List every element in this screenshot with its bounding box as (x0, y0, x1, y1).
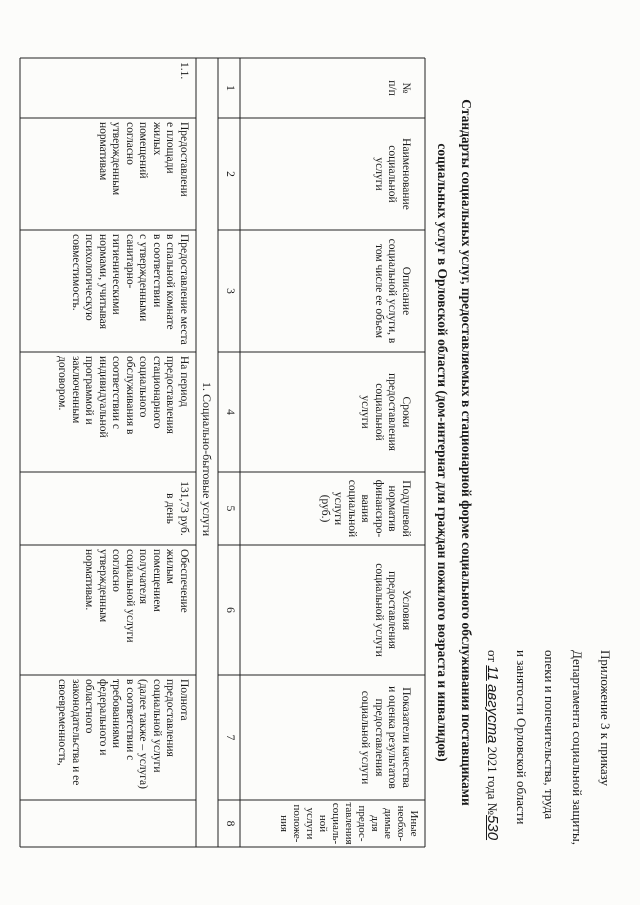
column-number-8: 8 (224, 820, 236, 827)
document-title-line-1: Стандарты социальных услуг, предоставляемых в стационарной форме социального обслуживания поставщиками (459, 99, 474, 806)
column-number-2: 2 (224, 171, 236, 177)
row-terms: На период предоставления стационарного социального обслуживания в соответствии с индивидуальной программой и заключенным договором. (56, 356, 190, 438)
appendix-line-1: Приложение 3 к приказу (598, 650, 613, 787)
row-conditions: Обеспечение жилым помещением получателя социальной услуги согласно утвержденным нормативам. (83, 549, 190, 643)
column-number-5: 5 (224, 505, 236, 512)
row-cost: 131,73 руб. в день (164, 481, 190, 536)
handwritten-day: 11 (484, 665, 501, 681)
row-description: Предоставление места в спальной комнате в соответствии с утвержденными санитарно- гигиеническими нормами, учитывая психологическую совместимость. (70, 234, 190, 345)
column-number-7: 7 (224, 734, 236, 741)
date-year: 2021 года № (485, 746, 500, 816)
header-description: Описание социальной услуги, в том числе ее объем (373, 238, 412, 344)
header-quality: Показатели качества и оценка результатов предоставления социальной услуги (359, 686, 412, 789)
appendix-line-2: Департамента социальной защиты, (570, 650, 585, 845)
appendix-line-3: опеки и попечительства, труда (542, 650, 557, 820)
row-service-name: Предоставлени е площади жилых помещений согласно утвержденным нормативам (97, 122, 190, 197)
header-terms: Сроки предоставления социальной услуги (359, 373, 412, 451)
row-number: 1.1. (178, 62, 190, 80)
column-number-3: 3 (224, 288, 236, 294)
header-number: № п/п (386, 80, 412, 96)
row-quality: Полнота предоставления социальной услуги (далее также – услуга) в соответствии с требованиями федерального и областного законодательства и ее своевременность, (56, 679, 190, 789)
section-title: 1. Социально-бытовые услуги (200, 382, 214, 537)
header-other: Иные необхо- димые для предос- тавления социаль- ной услуги положе- ния (278, 802, 420, 845)
header-service-name: Наименование социальной услуги (373, 138, 412, 210)
appendix-line-4: и занятости Орловской области (514, 650, 529, 825)
header-conditions: Условия предоставления социальной услуги (373, 563, 412, 657)
column-number-4: 4 (224, 409, 236, 415)
header-cost: Подушевой норматив финансиро- вания социальной услуги (руб.) (319, 479, 412, 538)
column-number-6: 6 (224, 607, 236, 613)
handwritten-month: августа (484, 684, 501, 744)
document-title-line-2: социальных услуг в Орловской области (дом-интернат для граждан пожилого возраста и инвалидов) (435, 143, 450, 762)
handwritten-order-number: 530 (484, 815, 501, 841)
column-number-1: 1 (224, 85, 236, 91)
date-prefix: от (485, 650, 500, 663)
